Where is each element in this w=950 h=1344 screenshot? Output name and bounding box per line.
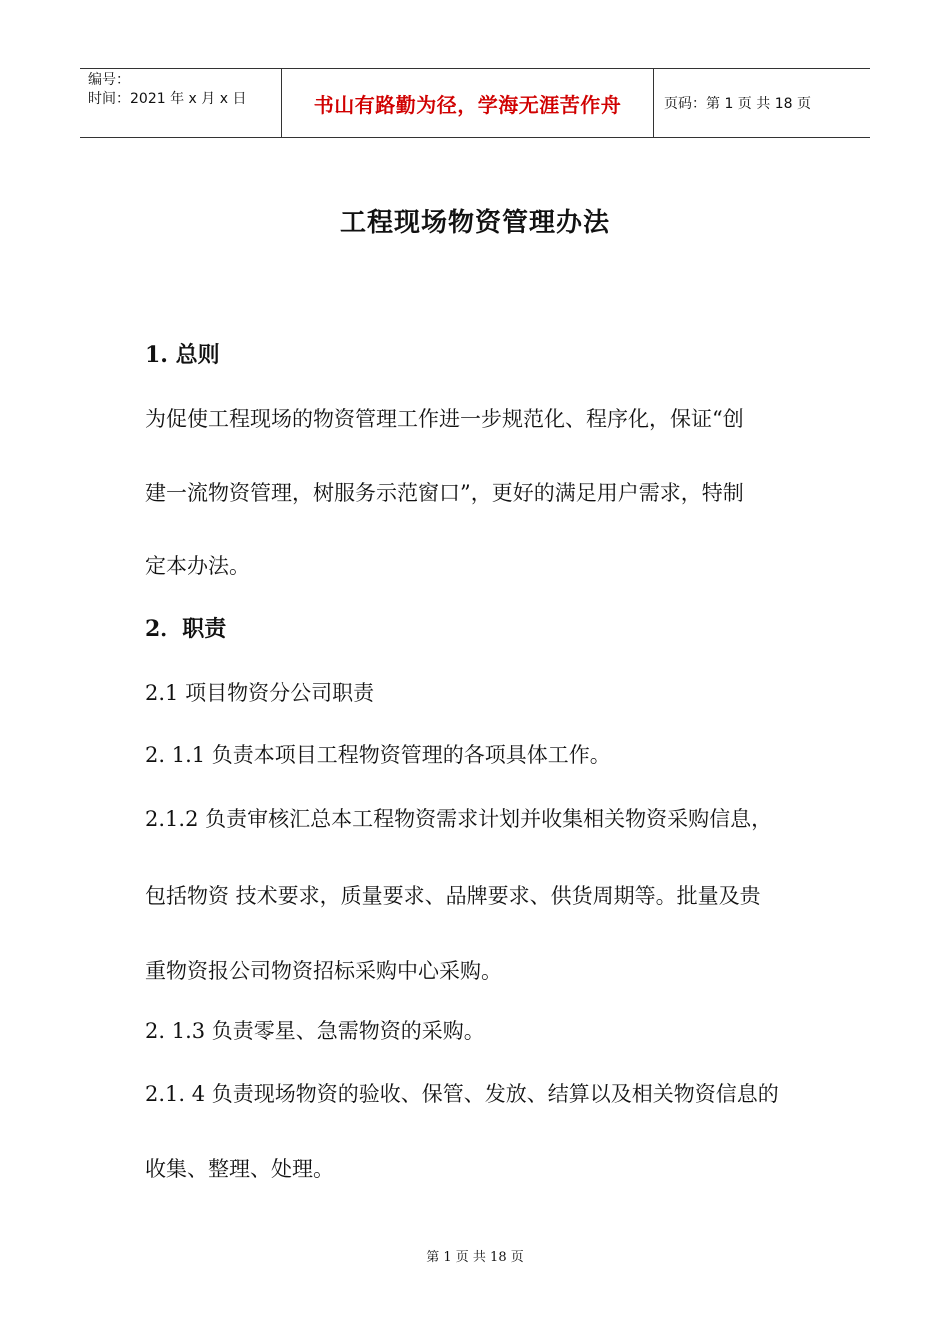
header-motto: 书山有路勤为径，学海无涯苦作舟 bbox=[313, 92, 622, 117]
document-date: 时间：2021 年 x 月 x 日 bbox=[88, 91, 247, 107]
section-heading-general: 1. 总则 bbox=[145, 342, 220, 368]
paragraph-line: 2.1.2 负责审核汇总本工程物资需求计划并收集相关物资采购信息， bbox=[145, 807, 773, 831]
header-page-info-cell bbox=[654, 69, 870, 137]
paragraph-line: 2. 1.1 负责本项目工程物资管理的各项具体工作。 bbox=[145, 743, 611, 767]
paragraph-line: 定本办法。 bbox=[145, 554, 250, 578]
paragraph-line: 2.1 项目物资分公司职责 bbox=[145, 681, 375, 705]
header-table bbox=[80, 68, 870, 138]
page-footer: 第 1 页 共 18 页 bbox=[426, 1250, 524, 1265]
document-number-label: 编号： bbox=[88, 72, 130, 88]
header-left-cell bbox=[80, 69, 281, 137]
paragraph-line: 2. 1.3 负责零星、急需物资的采购。 bbox=[145, 1019, 485, 1043]
paragraph-line: 收集、整理、处理。 bbox=[145, 1157, 334, 1181]
paragraph-line: 包括物资 技术要求，质量要求、品牌要求、供货周期等。批量及贵 bbox=[145, 884, 761, 908]
paragraph-line: 重物资报公司物资招标采购中心采购。 bbox=[145, 959, 502, 983]
paragraph-line: 2.1. 4 负责现场物资的验收、保管、发放、结算以及相关物资信息的 bbox=[145, 1082, 779, 1106]
section-heading-duties: 2．职责 bbox=[145, 616, 227, 642]
header-page-info: 页码：第 1 页 共 18 页 bbox=[664, 96, 811, 112]
document-title: 工程现场物资管理办法 bbox=[339, 208, 610, 238]
header-motto-cell bbox=[281, 69, 654, 137]
paragraph-line: 为促使工程现场的物资管理工作进一步规范化、程序化，保证“创 bbox=[145, 407, 744, 431]
paragraph-line: 建一流物资管理，树服务示范窗口”，更好的满足用户需求，特制 bbox=[145, 481, 744, 505]
